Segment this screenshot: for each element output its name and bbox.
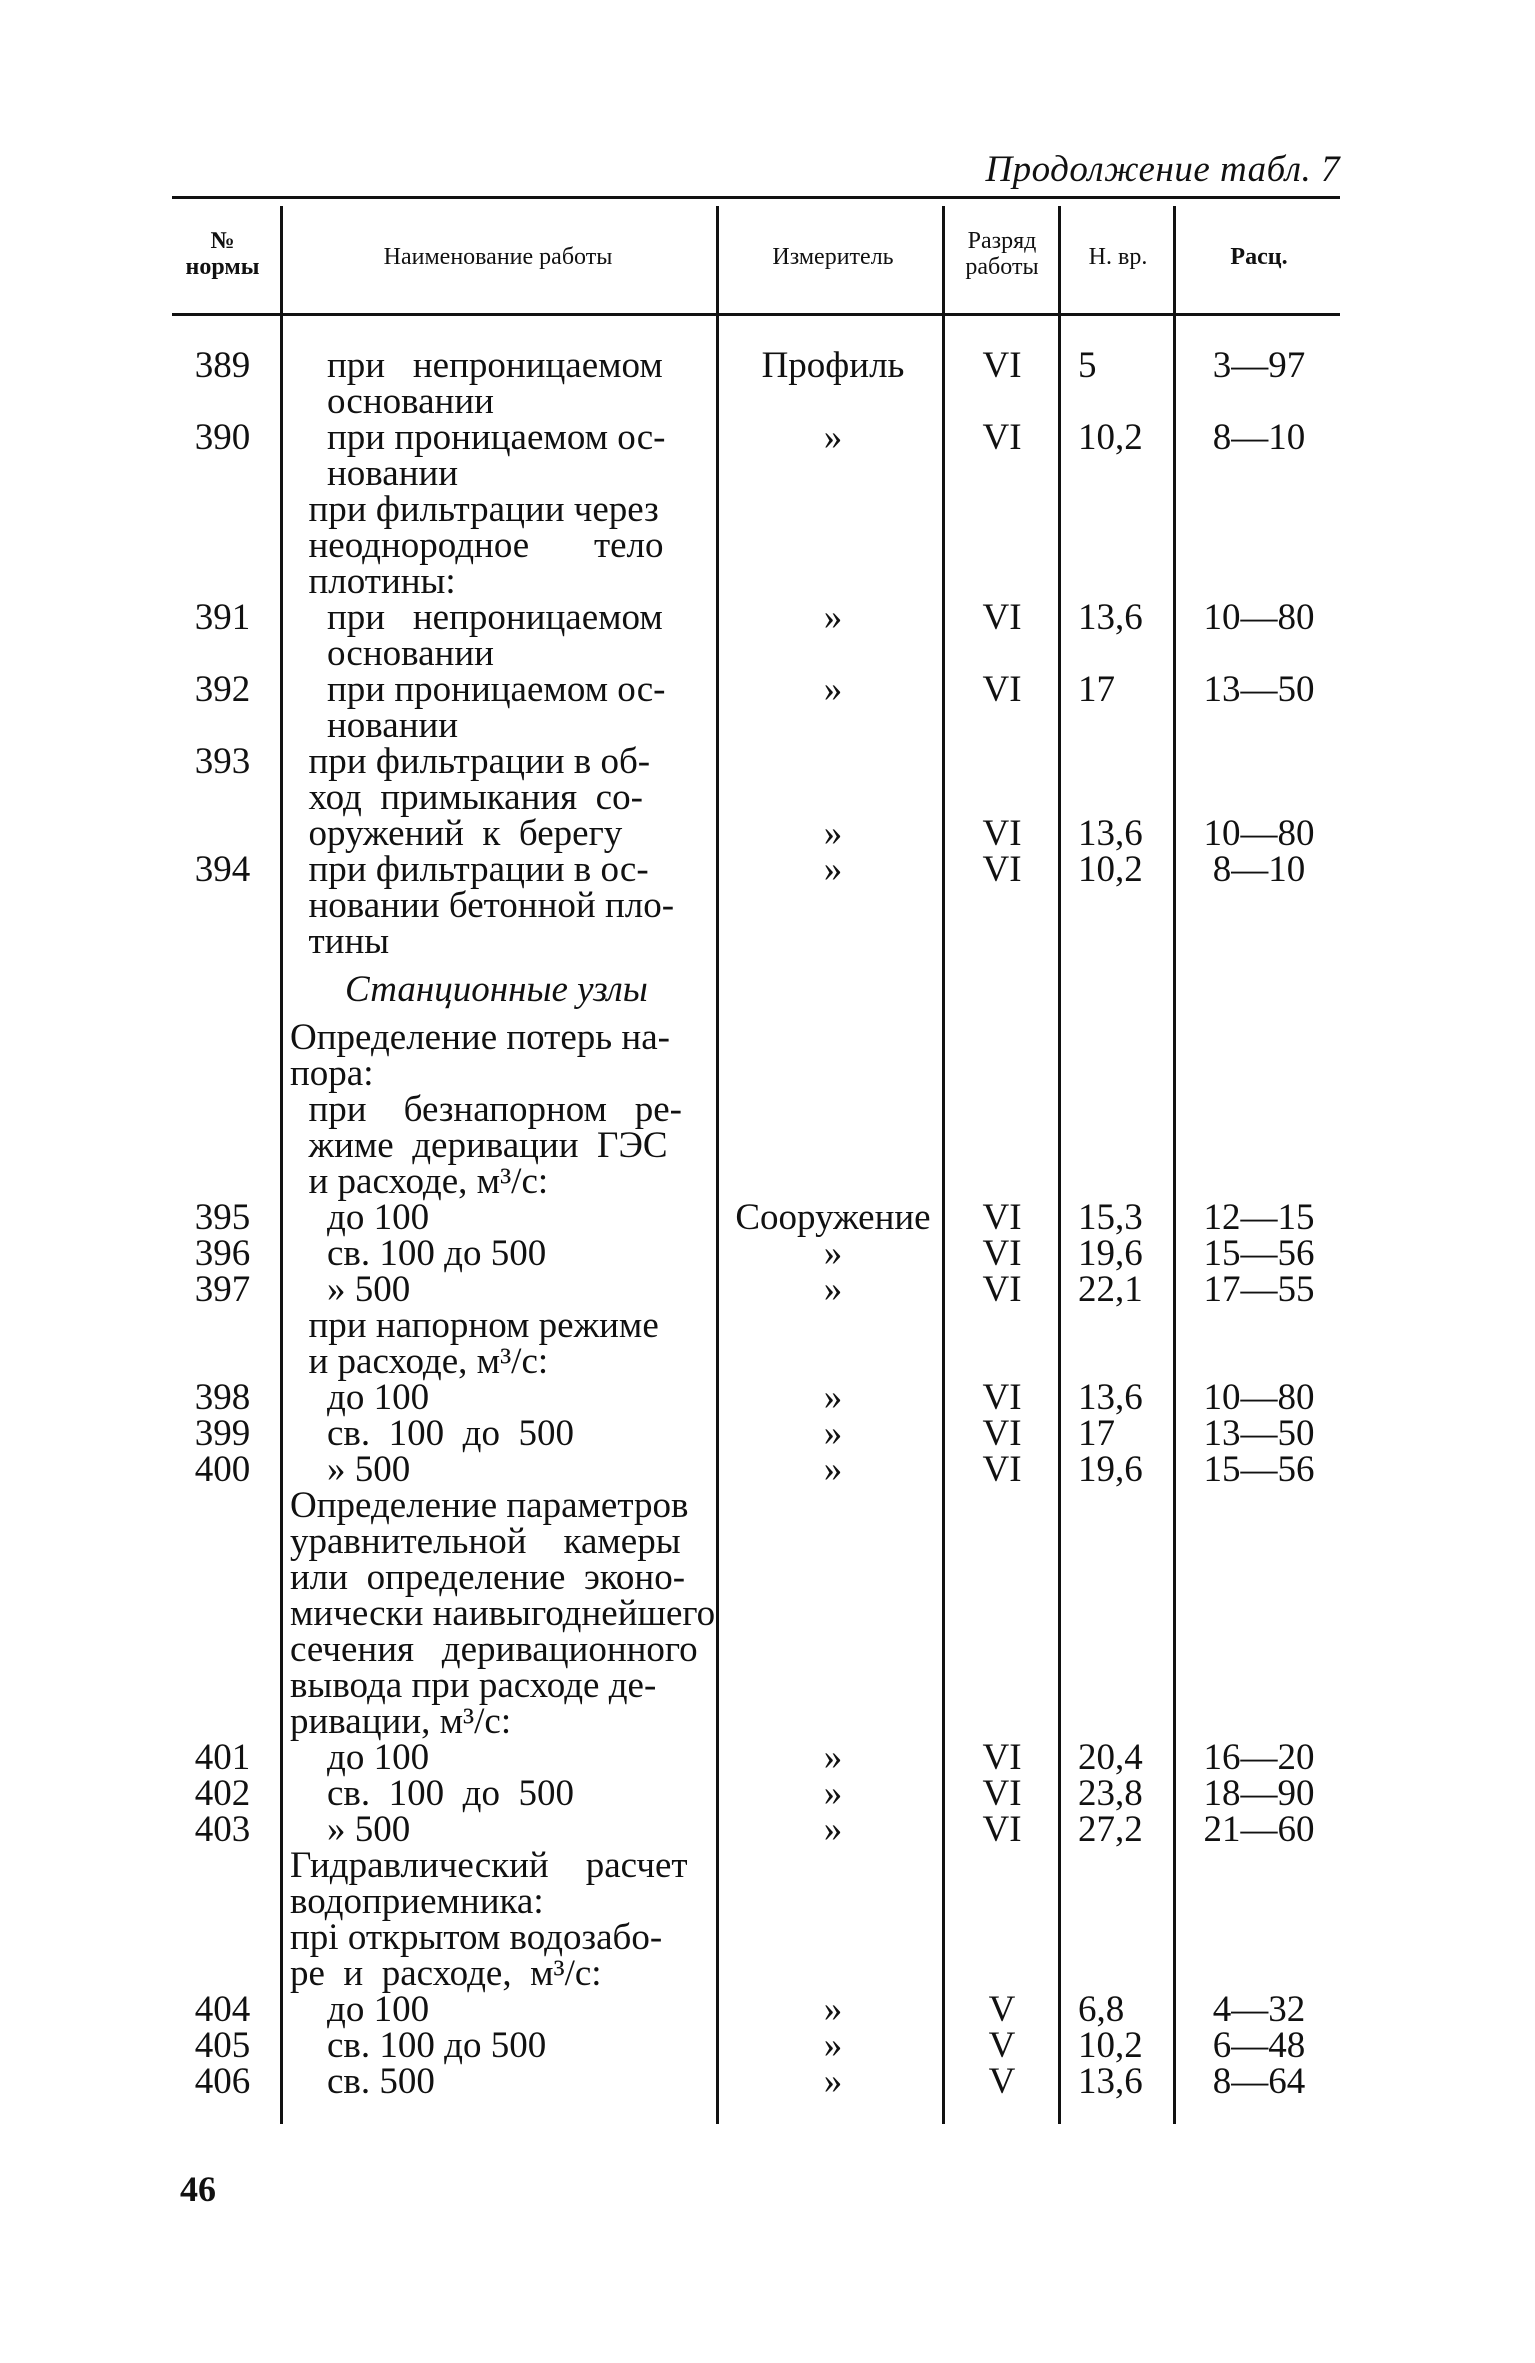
row-grade: VI: [982, 1233, 1022, 1274]
header-grade-line2: работы: [965, 254, 1039, 280]
row-name-line: » 500: [290, 1809, 411, 1850]
row-measure: »: [823, 1809, 843, 1850]
header-num-line1: №: [210, 228, 235, 254]
row-number: 405: [194, 2025, 251, 2066]
row-name-line: пора:: [290, 1053, 374, 1094]
row-grade: VI: [982, 669, 1022, 710]
row-name-line: оружений к берегу: [290, 813, 623, 854]
row-name-line: до 100: [290, 1737, 430, 1778]
column-divider: [1058, 206, 1061, 2124]
row-name-line: водоприемника:: [290, 1881, 544, 1922]
row-grade: V: [988, 2061, 1016, 2102]
row-name-line: ход примыкания со-: [290, 777, 643, 818]
row-name-line: Гидравлический расчет: [290, 1845, 688, 1886]
row-grade: VI: [982, 597, 1022, 638]
row-norm: 5: [1078, 345, 1097, 386]
row-rate: 16—20: [1203, 1737, 1315, 1778]
row-name-line: до 100: [290, 1377, 430, 1418]
row-number: 400: [194, 1449, 251, 1490]
row-name-line: сечения деривационного: [290, 1629, 698, 1670]
row-name-line: до 100: [290, 1197, 430, 1238]
row-name-line: неоднородное тело: [290, 525, 664, 566]
row-rate: 18—90: [1203, 1773, 1315, 1814]
row-name-line: новании: [290, 705, 459, 746]
row-name-line: Определение параметров: [290, 1485, 689, 1526]
row-name-line: и расходе, м³/с:: [290, 1161, 549, 1202]
row-measure: »: [823, 669, 843, 710]
column-divider: [280, 206, 283, 2124]
row-name-line: » 500: [290, 1269, 411, 1310]
row-norm: 17: [1078, 1413, 1115, 1454]
row-name-line: при фильтрации через: [290, 489, 659, 530]
row-norm: 10,2: [1078, 417, 1143, 458]
row-number: 391: [194, 597, 251, 638]
row-number: 402: [194, 1773, 251, 1814]
row-measure: »: [823, 1773, 843, 1814]
row-measure: »: [823, 597, 843, 638]
header-num: [170, 228, 275, 280]
row-name-line: жиме деривации ГЭС: [290, 1125, 668, 1166]
row-norm: 20,4: [1078, 1737, 1143, 1778]
row-norm: 13,6: [1078, 2061, 1143, 2102]
row-number: 390: [194, 417, 251, 458]
row-name-line: уравнительной камеры: [290, 1521, 681, 1562]
row-measure: »: [823, 1449, 843, 1490]
row-name-line: при фильтрации в об-: [290, 741, 651, 782]
row-name-line: св. 100 до 500: [290, 1233, 547, 1274]
row-number: 406: [194, 2061, 251, 2102]
table-caption: Продолжение табл. 7: [985, 149, 1340, 190]
row-name-line: новании: [290, 453, 459, 494]
row-rate: 17—55: [1203, 1269, 1315, 1310]
row-name-line: плотины:: [290, 561, 456, 602]
row-name-line: Определение потерь на-: [290, 1017, 670, 1058]
row-name-line: тины: [290, 921, 390, 962]
row-grade: VI: [982, 1737, 1022, 1778]
row-rate: 10—80: [1203, 1377, 1315, 1418]
row-name-line: основании: [290, 381, 494, 422]
row-norm: 15,3: [1078, 1197, 1143, 1238]
row-name-line: св. 100 до 500: [290, 2025, 547, 2066]
row-norm: 17: [1078, 669, 1115, 710]
row-rate: 6—48: [1212, 2025, 1306, 2066]
row-norm: 27,2: [1078, 1809, 1143, 1850]
row-measure: Профиль: [761, 345, 905, 386]
row-norm: 19,6: [1078, 1449, 1143, 1490]
row-measure: »: [823, 1989, 843, 2030]
row-name-line: при непроницаемом: [290, 345, 663, 386]
row-number: 401: [194, 1737, 251, 1778]
row-name-line: при проницаемом ос-: [290, 417, 666, 458]
row-number: 404: [194, 1989, 251, 2030]
row-rate: 4—32: [1212, 1989, 1306, 2030]
row-grade: VI: [982, 1413, 1022, 1454]
row-measure: »: [823, 1377, 843, 1418]
row-rate: 8—10: [1212, 849, 1306, 890]
row-number: 398: [194, 1377, 251, 1418]
row-number: 396: [194, 1233, 251, 1274]
row-name-line: или определение эконо-: [290, 1557, 686, 1598]
row-grade: VI: [982, 1809, 1022, 1850]
row-measure: »: [823, 2025, 843, 2066]
row-name-line: вывода при расходе де-: [290, 1665, 657, 1706]
row-measure: »: [823, 1413, 843, 1454]
row-measure: »: [823, 1269, 843, 1310]
row-norm: 6,8: [1078, 1989, 1125, 2030]
row-name-line: ривации, м³/с:: [290, 1701, 512, 1742]
row-rate: 13—50: [1203, 1413, 1315, 1454]
row-number: 392: [194, 669, 251, 710]
row-rate: 10—80: [1203, 813, 1315, 854]
column-divider: [716, 206, 719, 2124]
row-grade: VI: [982, 1197, 1022, 1238]
header-name: Наименование работы: [383, 244, 613, 270]
row-grade: VI: [982, 849, 1022, 890]
row-norm: 10,2: [1078, 849, 1143, 890]
row-grade: VI: [982, 1449, 1022, 1490]
row-name-line: Станционные узлы: [345, 969, 648, 1010]
row-grade: VI: [982, 1377, 1022, 1418]
row-norm: 23,8: [1078, 1773, 1143, 1814]
row-number: 403: [194, 1809, 251, 1850]
header-measure: Измеритель: [772, 244, 894, 270]
row-number: 395: [194, 1197, 251, 1238]
row-rate: 3—97: [1212, 345, 1306, 386]
row-name-line: новании бетонной пло-: [290, 885, 675, 926]
row-name-line: при напорном режиме: [290, 1305, 659, 1346]
row-rate: 8—10: [1212, 417, 1306, 458]
row-measure: »: [823, 2061, 843, 2102]
row-grade: VI: [982, 1773, 1022, 1814]
row-name-line: при непроницаемом: [290, 597, 663, 638]
row-name-line: св. 100 до 500: [290, 1773, 574, 1814]
row-grade: VI: [982, 1269, 1022, 1310]
row-rate: 13—50: [1203, 669, 1315, 710]
row-norm: 13,6: [1078, 597, 1143, 638]
row-grade: V: [988, 2025, 1016, 2066]
row-name-line: ре и расходе, м³/с:: [290, 1953, 602, 1994]
header-rate: Расц.: [1230, 244, 1288, 270]
header-rule: [172, 313, 1340, 316]
row-name-line: при фильтрации в ос-: [290, 849, 649, 890]
header-grade: [946, 228, 1058, 280]
row-norm: 22,1: [1078, 1269, 1143, 1310]
row-name-line: и расходе, м³/с:: [290, 1341, 549, 1382]
top-rule: [172, 196, 1340, 199]
row-rate: 15—56: [1203, 1449, 1315, 1490]
row-measure: Сооружение: [735, 1197, 931, 1238]
row-rate: 12—15: [1203, 1197, 1315, 1238]
row-measure: »: [823, 1233, 843, 1274]
row-norm: 13,6: [1078, 1377, 1143, 1418]
row-name-line: при проницаемом ос-: [290, 669, 666, 710]
header-norm: Н. вр.: [1088, 244, 1148, 270]
row-grade: VI: [982, 813, 1022, 854]
row-name-line: прi открытом водозабо-: [290, 1917, 663, 1958]
row-grade: V: [988, 1989, 1016, 2030]
row-name-line: св. 100 до 500: [290, 1413, 574, 1454]
row-measure: »: [823, 417, 843, 458]
row-norm: 10,2: [1078, 2025, 1143, 2066]
row-name-line: при безнапорном ре-: [290, 1089, 682, 1130]
row-number: 389: [194, 345, 251, 386]
row-name-line: мически наивыгоднейшего: [290, 1593, 716, 1634]
row-rate: 15—56: [1203, 1233, 1315, 1274]
header-num-line2: нормы: [185, 254, 260, 280]
row-name-line: основании: [290, 633, 494, 674]
row-grade: VI: [982, 417, 1022, 458]
row-rate: 10—80: [1203, 597, 1315, 638]
row-norm: 19,6: [1078, 1233, 1143, 1274]
row-number: 394: [194, 849, 251, 890]
row-name-line: » 500: [290, 1449, 411, 1490]
page-number: 46: [180, 2169, 216, 2209]
row-norm: 13,6: [1078, 813, 1143, 854]
row-measure: »: [823, 813, 843, 854]
row-measure: »: [823, 1737, 843, 1778]
row-number: 393: [194, 741, 251, 782]
row-grade: VI: [982, 345, 1022, 386]
row-number: 397: [194, 1269, 251, 1310]
row-name-line: до 100: [290, 1989, 430, 2030]
header-grade-line1: Разряд: [967, 228, 1037, 254]
row-rate: 8—64: [1212, 2061, 1306, 2102]
row-number: 399: [194, 1413, 251, 1454]
row-measure: »: [823, 849, 843, 890]
row-name-line: св. 500: [290, 2061, 435, 2102]
row-rate: 21—60: [1203, 1809, 1315, 1850]
